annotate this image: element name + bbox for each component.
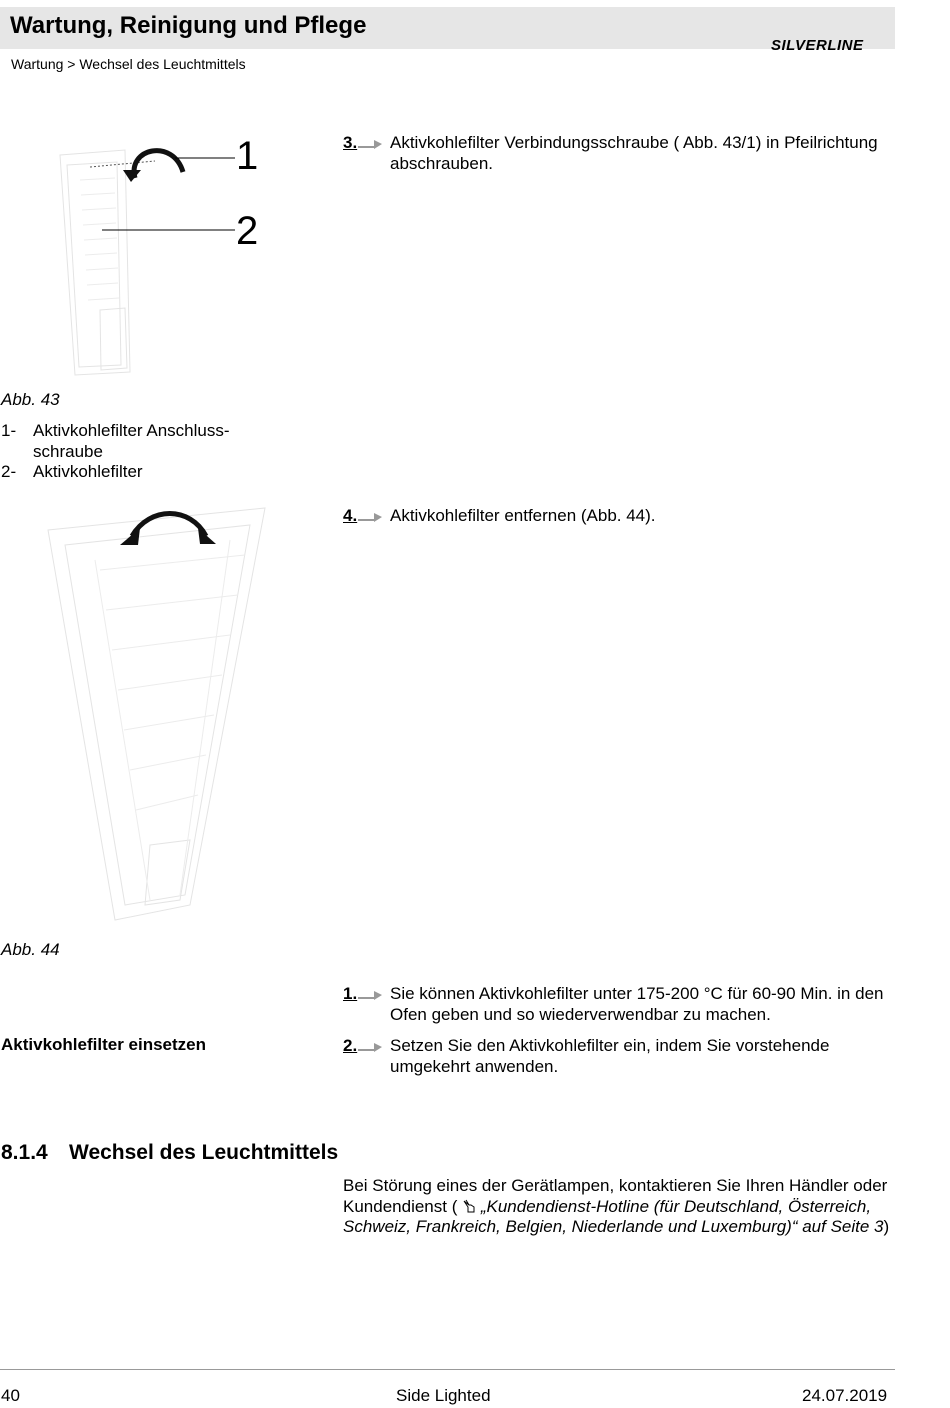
- step-4: [343, 505, 903, 526]
- figure-43-caption: Abb. 43: [1, 390, 60, 409]
- body-text-prefix: Bei Störung eines der Gerätlampen, kontaktieren Sie Ihren Händler oder Kundendienst (: [343, 1176, 888, 1216]
- legend-item: [1, 462, 261, 483]
- section-number: 8.1.4: [1, 1141, 48, 1164]
- figure-43-legend: [1, 421, 261, 483]
- section-title: Wechsel des Leuchtmittels: [69, 1141, 339, 1164]
- step-arrow-icon: [358, 509, 382, 523]
- page-number: 40: [1, 1386, 20, 1405]
- step-text: Aktivkohlefilter Verbindungsschraube ( Abb. 43/1) in Pfeilrichtung abschrauben.: [390, 133, 878, 173]
- callout-label-2: 2: [236, 209, 259, 253]
- step-number: 1.: [343, 984, 358, 1003]
- legend-text: Aktivkohlefilter: [33, 462, 143, 481]
- breadcrumb: Wartung > Wechsel des Leuchtmittels: [11, 56, 246, 72]
- footer-divider: [0, 1369, 895, 1370]
- legend-key: 1-: [1, 421, 17, 440]
- callout-label-1: 1: [236, 134, 259, 178]
- figure-44-illustration: [40, 500, 280, 930]
- body-text-suffix: ): [883, 1217, 890, 1236]
- step-text: Setzen Sie den Aktivkohlefilter ein, indem Sie vorstehende umgekehrt anwenden.: [390, 1036, 830, 1076]
- page-title: Wartung, Reinigung und Pflege: [10, 12, 367, 39]
- step-arrow-icon: [358, 136, 382, 150]
- figure-44-caption: Abb. 44: [1, 940, 60, 959]
- legend-text: Aktivkohlefilter Anschluss-schraube: [33, 421, 230, 461]
- legend-item: [1, 421, 261, 462]
- step-2: [343, 1035, 903, 1077]
- step-arrow-icon: [358, 987, 382, 1001]
- footer-date: 24.07.2019: [802, 1386, 888, 1405]
- brand-logo: SILVERLINE: [771, 37, 864, 54]
- section-body: [343, 1176, 903, 1238]
- step-number: 3.: [343, 133, 358, 152]
- step-number: 2.: [343, 1036, 358, 1055]
- step-arrow-icon: [358, 1039, 382, 1053]
- cross-reference-link[interactable]: „Kundendienst-Hotline (für Deutschland, Österreich, Schweiz, Frankreich, Belgien, Niederlande und Luxemburg)“ auf Seite 3: [343, 1196, 884, 1236]
- footer-product: Side Lighted: [396, 1386, 491, 1405]
- step-number: 4.: [343, 506, 358, 525]
- step-1: [343, 983, 903, 1025]
- legend-key: 2-: [1, 462, 17, 481]
- step-text: Aktivkohlefilter entfernen (Abb. 44).: [390, 506, 656, 525]
- step-3: [343, 132, 903, 174]
- side-heading: Aktivkohlefilter einsetzen: [1, 1035, 207, 1054]
- step-text: Sie können Aktivkohlefilter unter 175-200 °C für 60-90 Min. in den Ofen geben und so wiederverwendbar zu machen.: [390, 984, 884, 1024]
- pointing-hand-icon: [462, 1199, 476, 1214]
